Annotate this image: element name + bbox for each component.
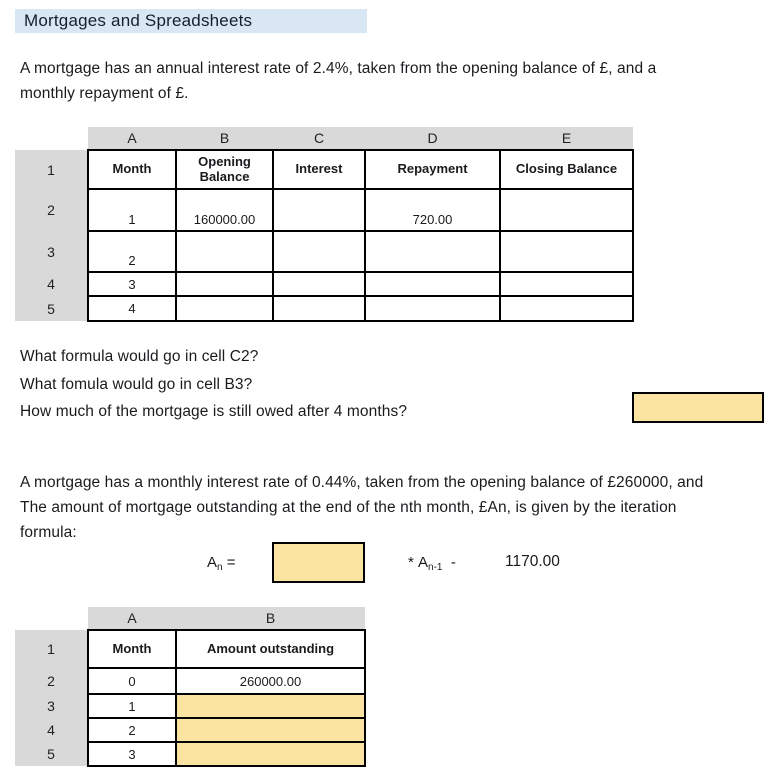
- formula-rhs-base: A: [418, 554, 429, 571]
- sheet1-header-opening-balance: Opening Balance: [176, 150, 273, 189]
- sheet1-header-repayment: Repayment: [365, 150, 500, 189]
- question-owed-after-4-months: How much of the mortgage is still owed after 4 months?: [20, 403, 408, 420]
- sheet2-cell-b2: 260000.00: [176, 668, 365, 694]
- sheet2-cell-a2: 0: [88, 668, 176, 694]
- answer-box-owed-after-4-months[interactable]: [632, 392, 764, 423]
- sheet1-cell-e4: [500, 272, 633, 296]
- sheet1-cell-e3: [500, 231, 633, 272]
- sheet2-row-number-2: 2: [15, 668, 88, 694]
- sheet1-col-letter-b: B: [176, 127, 273, 150]
- sheet2-row-number-3: 3: [15, 694, 88, 718]
- sheet1-col-letter-a: A: [88, 127, 176, 150]
- sheet1-row-number-5: 5: [15, 296, 88, 321]
- question-b3: What fomula would go in cell B3?: [20, 376, 253, 393]
- sheet1-row-number-1: 1: [15, 150, 88, 189]
- sheet2-answer-cell-b4[interactable]: [176, 718, 365, 742]
- sheet1-corner: [15, 127, 88, 150]
- sheet1-table: [15, 127, 634, 322]
- sheet1-cell-d2: 720.00: [365, 189, 500, 231]
- formula-constant: 1170.00: [505, 553, 560, 570]
- sheet1-col-letter-c: C: [273, 127, 365, 150]
- sheet2-cell-a4: 2: [88, 718, 176, 742]
- second-problem-paragraph: [20, 470, 770, 545]
- formula-lhs: [207, 554, 236, 573]
- formula-equals-sign: =: [226, 554, 236, 571]
- sheet1-cell-c3: [273, 231, 365, 272]
- sheet1-cell-b2: 160000.00: [176, 189, 273, 231]
- sheet2-cell-a5: 3: [88, 742, 176, 766]
- sheet2-col-letter-b: B: [176, 607, 365, 630]
- formula-rhs-subscript: n-1: [428, 562, 443, 573]
- sheet2-answer-cell-b5[interactable]: [176, 742, 365, 766]
- sheet2-row-number-1: 1: [15, 630, 88, 668]
- second-problem-line-1: A mortgage has a monthly interest rate of 0.44%, taken from the opening balance of £260000, and: [20, 474, 704, 491]
- formula-lhs-base: A: [207, 554, 218, 571]
- sheet2-header-amount-outstanding: Amount outstanding: [176, 630, 365, 668]
- formula-multiply-sign: *: [408, 554, 414, 571]
- sheet1-cell-d3: [365, 231, 500, 272]
- sheet1-cell-b5: [176, 296, 273, 321]
- sheet2-answer-cell-b3[interactable]: [176, 694, 365, 718]
- intro-line-1: A mortgage has an annual interest rate of 2.4%, taken from the opening balance of £, and a: [20, 60, 657, 77]
- sheet1-col-letter-e: E: [500, 127, 633, 150]
- sheet1-cell-a2: 1: [88, 189, 176, 231]
- sheet1-cell-c2: [273, 189, 365, 231]
- sheet1-cell-e2: [500, 189, 633, 231]
- sheet1-col-letter-d: D: [365, 127, 500, 150]
- sheet1-cell-d5: [365, 296, 500, 321]
- sheet2-row-number-5: 5: [15, 742, 88, 766]
- sheet1-cell-d4: [365, 272, 500, 296]
- sheet1-header-closing-balance: Closing Balance: [500, 150, 633, 189]
- sheet2-row-number-4: 4: [15, 718, 88, 742]
- formula-rhs: [408, 554, 456, 573]
- sheet1-cell-b4: [176, 272, 273, 296]
- sheet1-cell-c4: [273, 272, 365, 296]
- second-problem-line-2: The amount of mortgage outstanding at the end of the nth month, £An, is given by the iteration: [20, 499, 677, 516]
- sheet1-cell-a3: 2: [88, 231, 176, 272]
- formula-answer-box[interactable]: [272, 542, 365, 583]
- sheet2-corner: [15, 607, 88, 630]
- sheet1-row-number-3: 3: [15, 231, 88, 272]
- formula-minus-sign: -: [450, 554, 456, 571]
- sheet1-row-number-2: 2: [15, 189, 88, 231]
- sheet1-cell-a5: 4: [88, 296, 176, 321]
- sheet2-col-letter-a: A: [88, 607, 176, 630]
- sheet1-header-month: Month: [88, 150, 176, 189]
- intro-line-2: monthly repayment of £.: [20, 85, 189, 102]
- sheet2-table: [15, 607, 366, 767]
- sheet1-cell-b3: [176, 231, 273, 272]
- sheet1-row-number-4: 4: [15, 272, 88, 296]
- sheet2-header-month: Month: [88, 630, 176, 668]
- sheet1-cell-e5: [500, 296, 633, 321]
- sheet1-header-interest: Interest: [273, 150, 365, 189]
- formula-lhs-subscript: n: [217, 562, 223, 573]
- page-title: Mortgages and Spreadsheets: [15, 9, 367, 33]
- sheet1-cell-c5: [273, 296, 365, 321]
- second-problem-line-3: formula:: [20, 524, 77, 541]
- sheet1-cell-a4: 3: [88, 272, 176, 296]
- question-c2: What formula would go in cell C2?: [20, 348, 259, 365]
- sheet2-cell-a3: 1: [88, 694, 176, 718]
- intro-paragraph: [20, 56, 765, 106]
